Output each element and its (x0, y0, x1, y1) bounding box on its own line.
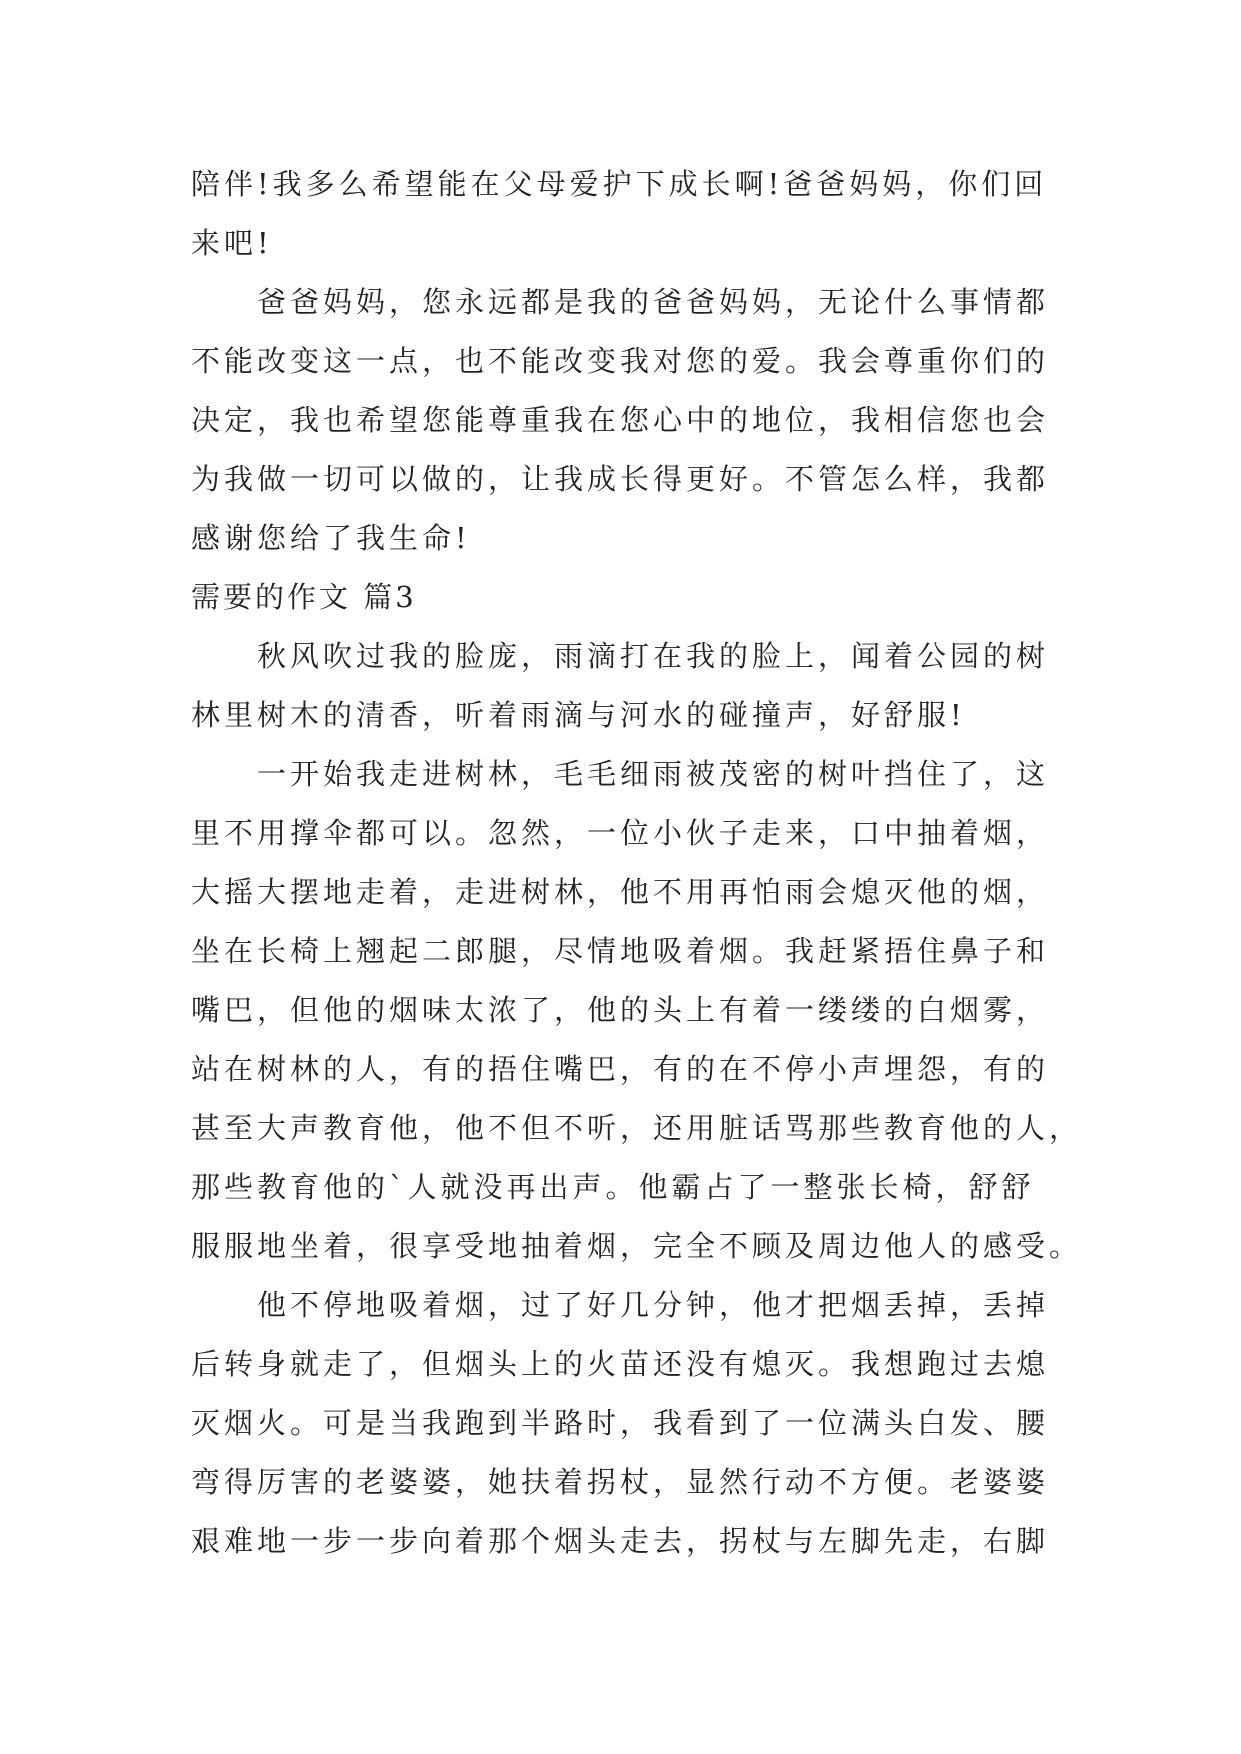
text-line: 后转身就走了，但烟头上的火苗还没有熄灭。我想跑过去熄 (191, 1347, 1050, 1381)
text-line: 林里树木的清香，听着雨滴与河水的碰撞声，好舒服! (191, 698, 966, 732)
text-line: 大摇大摆地走着，走进树林，他不用再怕雨会熄灭他的烟， (191, 875, 1050, 909)
text-line: 坐在长椅上翘起二郎腿，尽情地吸着烟。我赶紧捂住鼻子和 (191, 934, 1050, 968)
section-heading: 需要的作文 篇3 (191, 580, 417, 614)
text-line: 来吧! (191, 226, 273, 260)
document-body (191, 155, 1083, 1571)
text-line: 嘴巴，但他的烟味太浓了，他的头上有着一缕缕的白烟雾， (191, 993, 1050, 1027)
text-line: 弯得厉害的老婆婆，她扶着拐杖，显然行动不方便。老婆婆 (191, 1465, 1050, 1499)
text-line: 为我做一切可以做的，让我成长得更好。不管怎么样，我都 (191, 462, 1050, 496)
text-line: 艰难地一步一步向着那个烟头走去，拐杖与左脚先走，右脚 (191, 1524, 1050, 1558)
text-line: 服服地坐着，很享受地抽着烟，完全不顾及周边他人的感受。 (191, 1229, 1083, 1263)
text-line: 那些教育他的`人就没再出声。他霸占了一整张长椅，舒舒 (191, 1170, 1035, 1204)
text-line: 里不用撑伞都可以。忽然，一位小伙子走来，口中抽着烟， (191, 816, 1050, 850)
text-line: 灭烟火。可是当我跑到半路时，我看到了一位满头白发、腰 (191, 1406, 1050, 1440)
paragraph-start-line: 一开始我走进树林，毛毛细雨被茂密的树叶挡住了，这 (257, 757, 1050, 791)
text-line: 站在树林的人，有的捂住嘴巴，有的在不停小声埋怨，有的 (191, 1052, 1050, 1086)
text-line: 不能改变这一点，也不能改变我对您的爱。我会尊重你们的 (191, 344, 1050, 378)
text-line: 甚至大声教育他，他不但不听，还用脏话骂那些教育他的人， (191, 1111, 1083, 1145)
paragraph-start-line: 秋风吹过我的脸庞，雨滴打在我的脸上，闻着公园的树 (257, 639, 1050, 673)
text-line: 陪伴!我多么希望能在父母爱护下成长啊!爸爸妈妈，你们回 (191, 167, 1048, 201)
text-line: 决定，我也希望您能尊重我在您心中的地位，我相信您也会 (191, 403, 1050, 437)
paragraph-start-line: 他不停地吸着烟，过了好几分钟，他才把烟丢掉，丢掉 (257, 1288, 1050, 1322)
text-line: 感谢您给了我生命! (191, 521, 471, 555)
paragraph-start-line: 爸爸妈妈，您永远都是我的爸爸妈妈，无论什么事情都 (257, 285, 1050, 319)
